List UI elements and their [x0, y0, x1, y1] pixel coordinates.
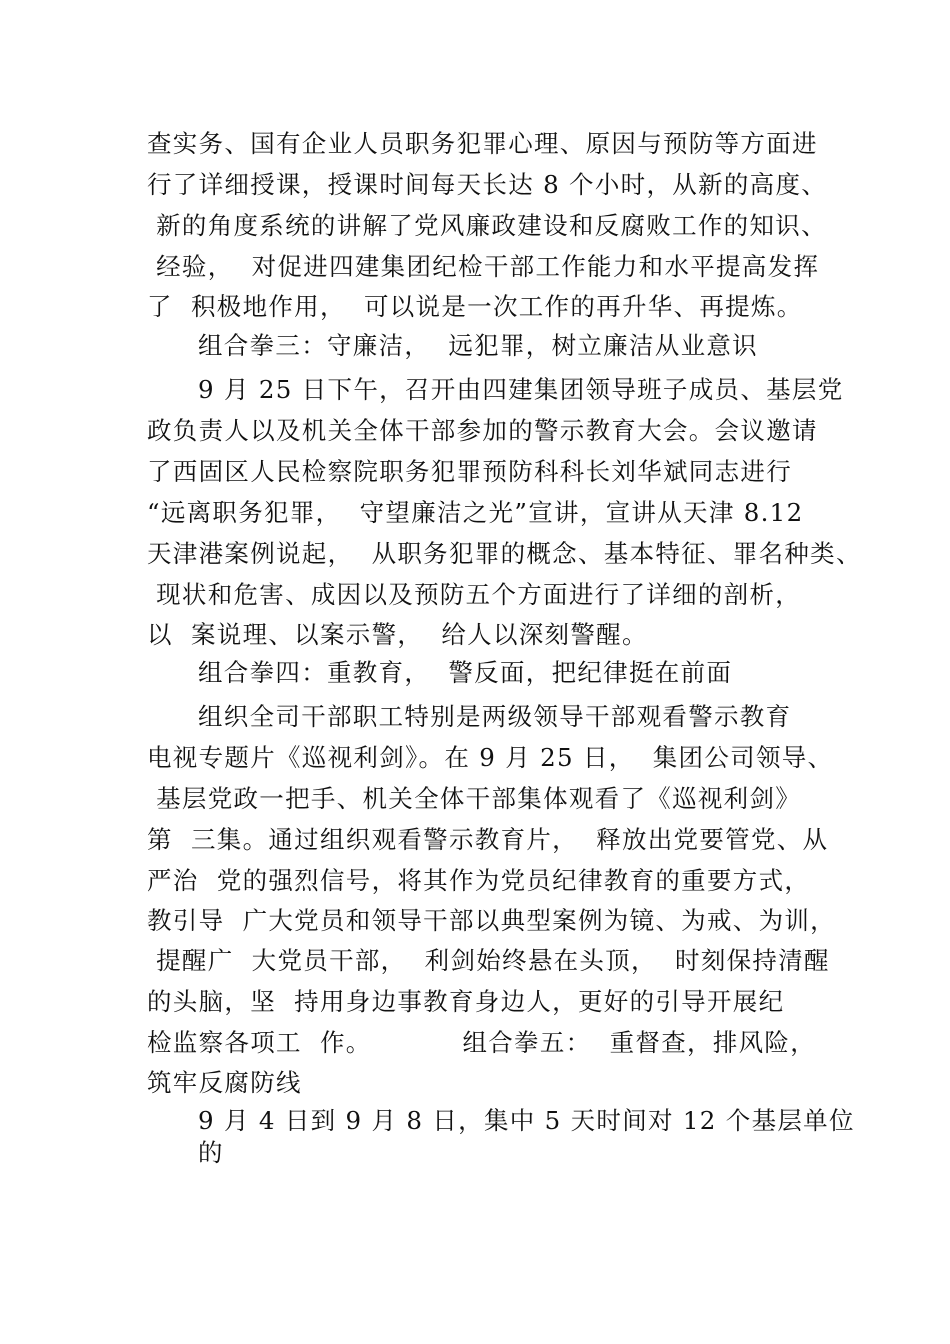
section-heading: 筑牢反腐防线: [147, 1068, 302, 1097]
paragraph-line: 政负责人以及机关全体干部参加的警示教育大会。会议邀请: [147, 416, 818, 445]
paragraph-line: 以 案说理、以案示警， 给人以深刻警醒。: [147, 620, 648, 649]
section-heading: 组合拳四：重教育， 警反面，把纪律挺在前面: [198, 658, 733, 687]
section-heading: 组合拳三：守廉洁， 远犯罪，树立廉洁从业意识: [198, 331, 758, 360]
paragraph-line: 经验， 对促进四建集团纪检干部工作能力和水平提高发挥: [147, 252, 820, 281]
paragraph-line: 行了详细授课，授课时间每天长达 8 个小时，从新的高度、: [147, 170, 828, 199]
paragraph-line: 严治 党的强烈信号，将其作为党员纪律教育的重要方式，: [147, 866, 811, 895]
paragraph-line: 的: [198, 1138, 224, 1167]
paragraph-line: 9 月 4 日到 9 月 8 日，集中 5 天时间对 12 个基层单位: [198, 1106, 855, 1135]
paragraph-line: 天津港案例说起， 从职务犯罪的概念、基本特征、罪名种类、: [147, 539, 862, 568]
paragraph-line: 了 积极地作用， 可以说是一次工作的再升华、再提炼。: [147, 292, 803, 321]
paragraph-line: 了西固区人民检察院职务犯罪预防科科长刘华斌同志进行: [147, 457, 792, 486]
paragraph-line: 检监察各项工 作。 组合拳五： 重督查，排风险，: [147, 1028, 817, 1057]
paragraph-line: “远离职务犯罪， 守望廉洁之光”宣讲，宣讲从天津 8.12: [147, 498, 804, 527]
paragraph-line: 查实务、国有企业人员职务犯罪心理、原因与预防等方面进: [147, 129, 818, 158]
paragraph-line: 电视专题片《巡视利剑》。在 9 月 25 日， 集团公司领导、: [147, 743, 834, 772]
paragraph-line: 现状和危害、成因以及预防五个方面进行了详细的剖析，: [147, 580, 802, 609]
paragraph-line: 提醒广 大党员干部， 利剑始终悬在头顶， 时刻保持清醒: [147, 946, 830, 975]
paragraph-line: 的头脑，坚 持用身边事教育身边人，更好的引导开展纪: [147, 987, 785, 1016]
paragraph-line: 9 月 25 日下午，召开由四建集团领导班子成员、基层党: [198, 375, 844, 404]
paragraph-line: 组织全司干部职工特别是两级领导干部观看警示教育: [198, 702, 792, 731]
paragraph-line: 新的角度系统的讲解了党风廉政建设和反腐败工作的知识、: [147, 211, 827, 240]
paragraph-line: 教引导 广大党员和领导干部以典型案例为镜、为戒、为训，: [147, 906, 836, 935]
paragraph-line: 第 三集。通过组织观看警示教育片， 释放出党要管党、从: [147, 825, 829, 854]
paragraph-line: 基层党政一把手、机关全体干部集体观看了《巡视利剑》: [147, 784, 802, 813]
